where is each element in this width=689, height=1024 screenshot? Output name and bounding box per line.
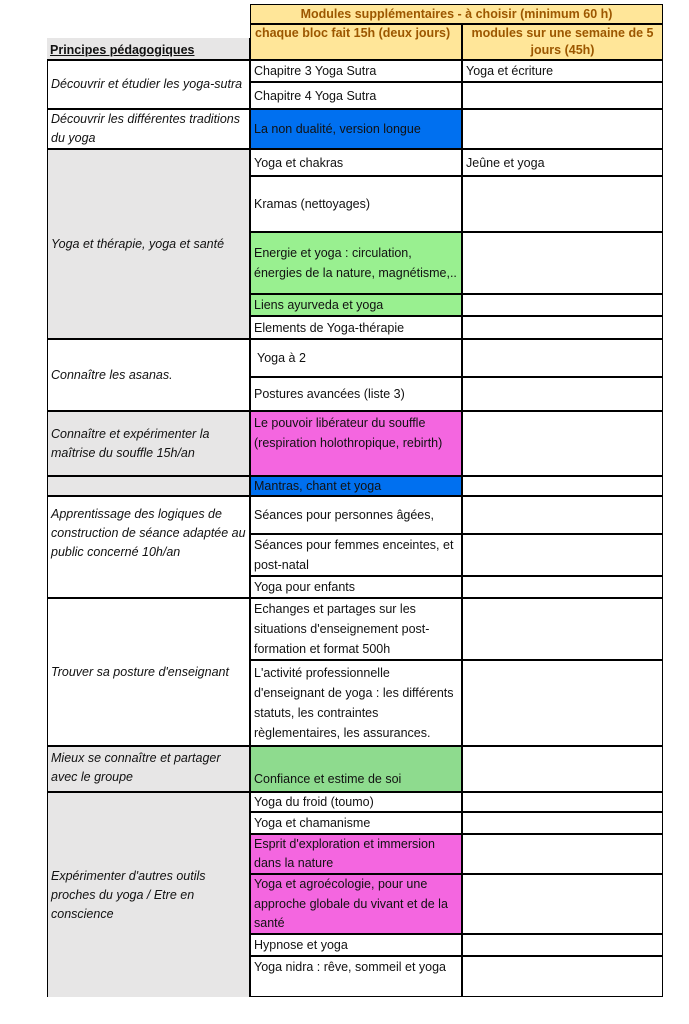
week-cell — [462, 109, 663, 149]
block-cell: Liens ayurveda et yoga — [250, 294, 462, 316]
block-cell: Yoga à 2 — [250, 339, 462, 377]
week-header: modules sur une semaine de 5 jours (45h) — [462, 24, 663, 60]
week-cell: Jeûne et yoga — [462, 149, 663, 176]
block-cell: Esprit d'exploration et immersion dans la nature — [250, 834, 462, 874]
block-cell: Le pouvoir libérateur du souffle (respiration holothropique, rebirth) — [250, 411, 462, 476]
principle-cell: Connaître et expérimenter la maîtrise du souffle 15h/an — [47, 411, 250, 476]
week-cell — [462, 294, 663, 316]
block-cell: Séances pour femmes enceintes, et post-natal — [250, 534, 462, 576]
blocks-header: chaque bloc fait 15h (deux jours) — [250, 24, 462, 60]
block-cell: Yoga pour enfants — [250, 576, 462, 598]
block-cell: Chapitre 3 Yoga Sutra — [250, 60, 462, 82]
week-cell — [462, 232, 663, 294]
principle-cell: Connaître les asanas. — [47, 339, 250, 411]
week-cell — [462, 792, 663, 812]
week-cell — [462, 660, 663, 746]
principle-cell: Trouver sa posture d'enseignant — [47, 598, 250, 746]
block-cell: Hypnose et yoga — [250, 934, 462, 956]
block-cell: La non dualité, version longue — [250, 109, 462, 149]
block-cell: Mantras, chant et yoga — [250, 476, 462, 496]
modules-header-title: Modules supplémentaires - à choisir (minimum 60 h) — [250, 4, 663, 24]
block-cell: Energie et yoga : circulation, énergies de la nature, magnétisme,.. — [250, 232, 462, 294]
principle-cell: Yoga et thérapie, yoga et santé — [47, 149, 250, 339]
week-cell — [462, 956, 663, 997]
block-cell: Echanges et partages sur les situations d'enseignement post-formation et format 500h — [250, 598, 462, 660]
week-cell — [462, 476, 663, 496]
week-cell — [462, 874, 663, 934]
block-cell: Yoga et chamanisme — [250, 812, 462, 834]
week-cell — [462, 834, 663, 874]
week-cell — [462, 82, 663, 109]
block-cell: Elements de Yoga-thérapie — [250, 316, 462, 339]
block-cell: Séances pour personnes âgées, — [250, 496, 462, 534]
block-cell: L'activité professionnelle d'enseignant de yoga : les différents statuts, les contraintes règlementaires, les assurances. — [250, 660, 462, 746]
week-cell — [462, 534, 663, 576]
week-cell — [462, 411, 663, 476]
principle-cell: Découvrir les différentes traditions du yoga — [47, 109, 250, 149]
principles-header — [47, 38, 250, 60]
block-cell: Kramas (nettoyages) — [250, 176, 462, 232]
week-cell — [462, 176, 663, 232]
week-cell — [462, 496, 663, 534]
week-cell — [462, 576, 663, 598]
block-cell: Postures avancées (liste 3) — [250, 377, 462, 411]
block-cell: Yoga du froid (toumo) — [250, 792, 462, 812]
block-cell: Yoga et chakras — [250, 149, 462, 176]
week-cell — [462, 377, 663, 411]
week-cell — [462, 934, 663, 956]
week-cell — [462, 316, 663, 339]
principle-cell: Découvrir et étudier les yoga-sutra — [47, 60, 250, 109]
block-cell: Chapitre 4 Yoga Sutra — [250, 82, 462, 109]
principle-cell: Expérimenter d'autres outils proches du yoga / Etre en conscience — [47, 792, 250, 997]
block-cell: Yoga et agroécologie, pour une approche globale du vivant et de la santé — [250, 874, 462, 934]
block-cell: Yoga nidra : rêve, sommeil et yoga — [250, 956, 462, 997]
week-cell — [462, 746, 663, 792]
week-cell — [462, 812, 663, 834]
block-cell: Confiance et estime de soi — [250, 746, 462, 792]
week-cell — [462, 598, 663, 660]
principle-cell: Apprentissage des logiques de construction de séance adaptée au public concerné 10h/an — [47, 496, 250, 598]
week-cell — [462, 339, 663, 377]
principles-header-label: Principes pédagogiques — [50, 43, 195, 57]
week-cell: Yoga et écriture — [462, 60, 663, 82]
principle-cell: Mieux se connaître et partager avec le groupe — [47, 746, 250, 792]
principle-cell — [47, 476, 250, 496]
